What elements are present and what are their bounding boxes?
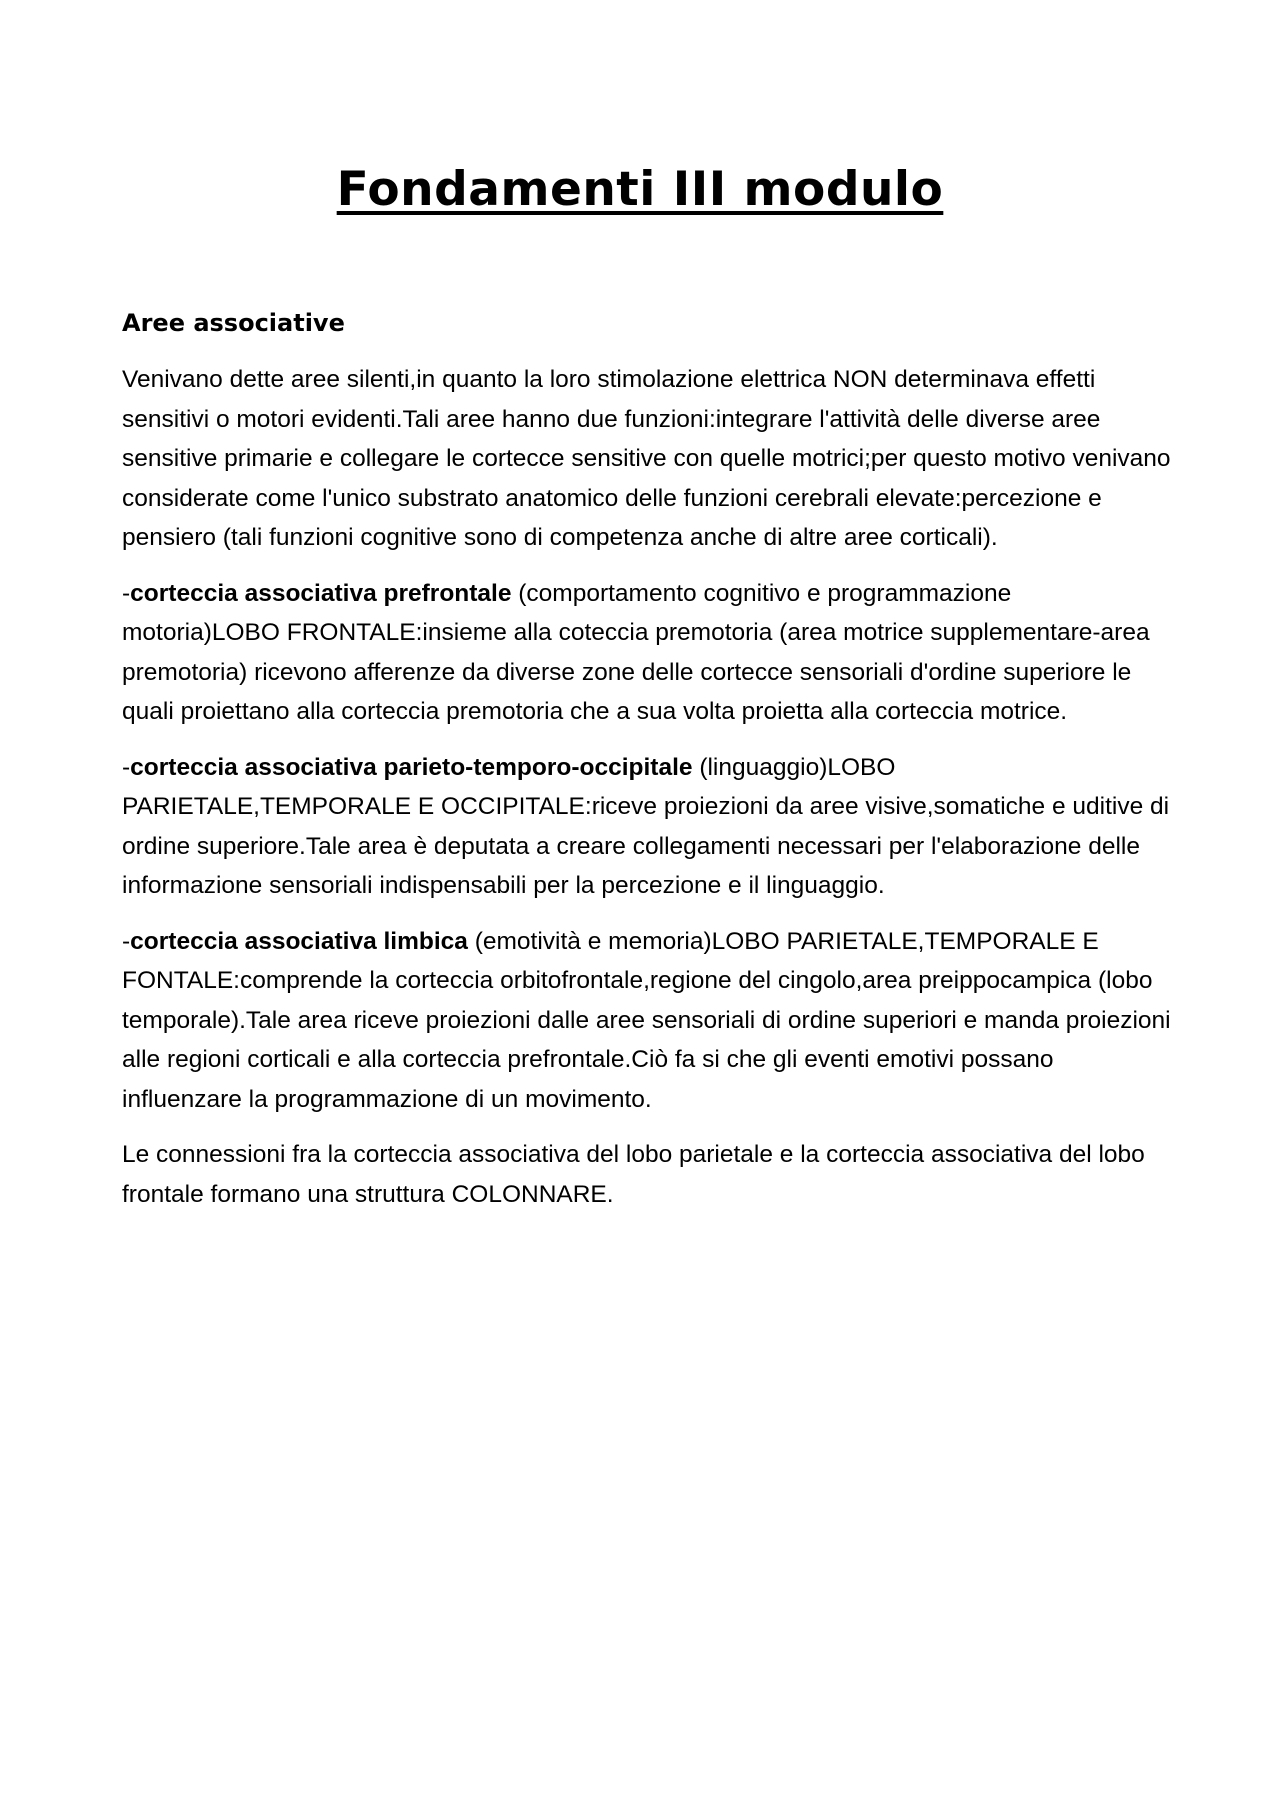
paragraph-closing: Le connessioni fra la corteccia associativa del lobo parietale e la corteccia associativa del lobo frontale formano una struttura COLONNARE. bbox=[122, 1141, 1145, 1208]
paragraph-prefix: - bbox=[122, 579, 131, 607]
paragraph-limbica-text: (emotività e memoria)LOBO PARIETALE,TEMPORALE E FONTALE:comprende la corteccia orbitofrontale,regione del cingolo,area preippocampica (lobo temporale).Tale area riceve proiezioni dalle aree sensoriali di ordine superiori e manda proiezioni alle regioni corticali e alla corteccia prefrontale.Ciò fa si che gli eventi emotivi possano influenzare la programmazione di un movimento. bbox=[122, 927, 1171, 1113]
section-heading: Aree associative bbox=[122, 309, 345, 337]
term-parieto: corteccia associativa parieto-temporo-occipitale bbox=[130, 753, 693, 781]
paragraph-intro: Venivano dette aree silenti,in quanto la loro stimolazione elettrica NON determinava effetti sensitivi o motori evidenti.Tali aree hanno due funzioni:integrare l'attività delle diverse aree sensitive primarie e collegare le cortecce sensitive con quelle motrici;per questo motivo venivano considerate come l'unico substrato anatomico delle funzioni cerebrali elevate:percezione e pensiero (tali funzioni cognitive sono di competenza anche di altre aree corticali). bbox=[122, 366, 1171, 551]
paragraph-prefrontale bbox=[122, 574, 1172, 732]
paragraph-prefrontale-text: (comportamento cognitivo e programmazione motoria)LOBO FRONTALE:insieme alla coteccia premotoria (area motrice supplementare-area premotoria) ricevono afferenze da diverse zone delle cortecce sensoriali d'ordine superiore le quali proiettano alla corteccia premotoria che a sua volta proietta alla corteccia motrice. bbox=[122, 579, 1150, 725]
term-limbica: corteccia associativa limbica bbox=[130, 927, 468, 955]
term-prefrontale: corteccia associativa prefrontale bbox=[130, 579, 512, 607]
paragraph-prefix: - bbox=[122, 753, 131, 781]
paragraph-prefix: - bbox=[122, 927, 131, 955]
document-body bbox=[122, 360, 1172, 1230]
paragraph-parieto bbox=[122, 748, 1172, 906]
paragraph-limbica bbox=[122, 922, 1172, 1120]
document-title: Fondamenti III modulo bbox=[336, 162, 944, 217]
paragraph-parieto-text: (linguaggio)LOBO PARIETALE,TEMPORALE E OCCIPITALE:riceve proiezioni da aree visive,somatiche e uditive di ordine superiore.Tale area è deputata a creare collegamenti necessari per l'elaborazione delle informazione sensoriali indispensabili per la percezione e il linguaggio. bbox=[122, 753, 1170, 899]
